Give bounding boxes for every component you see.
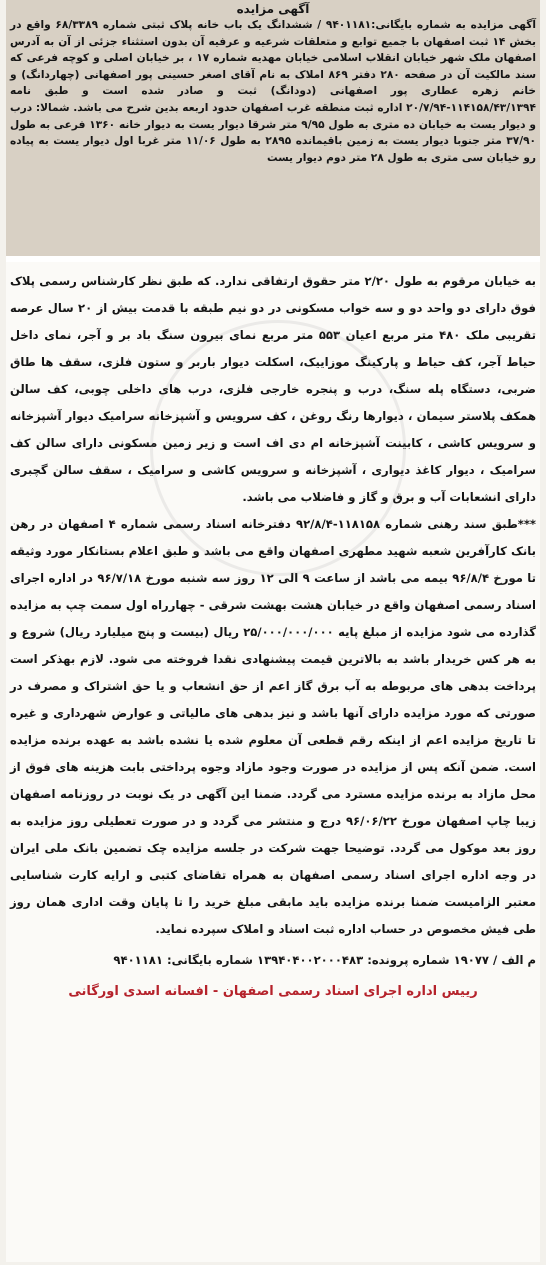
- case-reference-line: م الف / ۱۹۰۷۷ شماره پرونده: ۱۳۹۴۰۴۰۰۲۰۰۰۴۸۳ شماره بایگانی: ۹۴۰۱۱۸۱: [113, 953, 536, 967]
- auction-terms-paragraph: ***طبق سند رهنی شماره ۱۱۸۱۵۸-۹۲/۸/۴ دفترخانه اسناد رسمی شماره ۴ اصفهان در رهن بانک کارآفرین شعبه شهید مطهری اصفهان واقع می باشد و طبق اعلام بستانکار مورد وثیقه تا مورخ ۹۶/۸/۴ بیمه می باشد از ساعت ۹ الی ۱۲ روز سه شنبه مورخ ۹۶/۷/۱۸ در اداره اجرای اسناد رسمی اصفهان واقع در خیابان هشت بهشت شرقی - چهارراه اول سمت چپ به مزایده گذارده می شود مزایده از مبلغ پایه ۲۵/۰۰۰/۰۰۰/۰۰۰ ریال (بیست و پنج میلیارد ریال) شروع و به هر کس خریدار باشد به بالاترین قیمت پیشنهادی نقدا فروخته می شود. لازم بهذکر است پرداخت بدهی های مربوطه به آب برق گاز اعم از حق انشعاب و یا حق اشتراک و مصرف در صورتی که مورد مزایده دارای آنها باشد و نیز بدهی های مالیاتی و عوارض شهرداری و غیره تا تاریخ مزایده اعم از اینکه رقم قطعی آن معلوم شده یا نشده باشد به عهده برنده مزایده است. ضمن آنکه پس از مزایده در صورت وجود مازاد وجوه پرداختی بابت هزینه های فوق از محل مازاد به برنده مزایده مسترد می گردد. ضمنا این آگهی در یک نوبت در روزنامه اصفهان زیبا چاپ اصفهان مورخ ۹۶/۰۶/۲۲ درج و منتشر می گردد و در صورت تعطیلی روز مزایده به روز بعد موکول می گردد. توضیحا جهت شرکت در جلسه مزایده چک تضمین بانک ملی ایران در وجه اداره اجرای اسناد رسمی اصفهان به همراه تقاضای کتبی و ارایه کارت شناسایی معتبر الزامیست ضمنا برنده مزایده باید مابقی مبلغ خرید را تا پایان وقت اداری همان روز طی فیش مخصوص در حساب اداره ثبت اسناد و املاک سپرده نماید.: [10, 517, 537, 936]
- official-signature: رییس اداره اجرای اسناد رسمی اصفهان - افسانه اسدی اورگانی: [68, 984, 478, 999]
- notice-header-section: [6, 0, 540, 256]
- notice-title: آگهی مزایده: [236, 2, 310, 16]
- expert-appraisal-paragraph: به خیابان مرقوم به طول ۲/۲۰ متر حقوق ارتفاقی ندارد. که طبق نظر کارشناس رسمی پلاک فوق دارای دو واحد دو و سه خواب مسکونی در دو نیم طبقه با قدمت بیش از ۲۰ سال عرصه تقریبی ملک ۴۸۰ متر مربع اعیان ۵۵۳ متر مربع نمای بیرون سنگ باد بر و آجر، نمای داخل حیاط آجر، کف حیاط و پارکینگ موزاییک، اسکلت دیوار باربر و ستون فلزی، سقف ها طاق ضربی، دستگاه پله سنگ، درب و پنجره خارجی فلزی، درب های داخلی چوبی، کف سالن همکف پلاستر سیمان ، دیوارها رنگ روغن ، کف سرویس و آشپزخانه سرامیک دیوار آشپزخانه و سرویس کاشی ، کابینت آشپزخانه ام دی اف است و زیر زمین مسکونی دارای سالن کف سرامیک ، دیوار کاغذ دیواری ، آشپزخانه و سرویس کاشی و سرامیک ، سقف سالن گچبری دارای انشعابات آب و برق و گاز و فاضلاب می باشد.: [10, 274, 536, 504]
- notice-body-section: [6, 262, 540, 1262]
- notice-property-description: آگهی مزایده به شماره بایگانی:۹۴۰۱۱۸۱ / ششدانگ یک باب خانه پلاک ثبتی شماره ۶۸/۳۳۸۹ واقع در بخش ۱۴ ثبت اصفهان با جمیع توابع و متعلقات شرعیه و عرفیه آن بدون استثناء جزئی از آن به آدرس اصفهان ملک شهر خیابان انقلاب اسلامی خیابان مهدیه شماره ۱۷ ، بر خیابان اصلی و کوچه فرعی که سند مالکیت آن در صفحه ۲۸۰ دفتر ۸۶۹ املاک به نام آقای اصغر حسینی پور اصفهانی (چهاردانگ) و خانم زهره عطاری پور اصفهانی (دودانگ) ثبت و صادر شده است و طبق نامه ۱۱۴۱۵۸/۴۳/۱۳۹۴-۲۰/۷/۹۴ اداره ثبت منطقه غرب اصفهان حدود اربعه بدین شرح می باشد. شمالا: درب و دیوار یست به خیابان ده متری به طول ۹/۹۵ متر شرقا دیوار یست به دیوار خانه ۱۳۶۰ فرعی به طول ۳۷/۹۰ متر جنوبا دیوار یست به زمین باقیمانده ۲۸۹۵ به طول ۱۱/۰۶ متر غربا اول دیوار یست به پیاده رو خیابان سی متری به طول ۲۸ متر دوم دیوار یست: [10, 19, 537, 164]
